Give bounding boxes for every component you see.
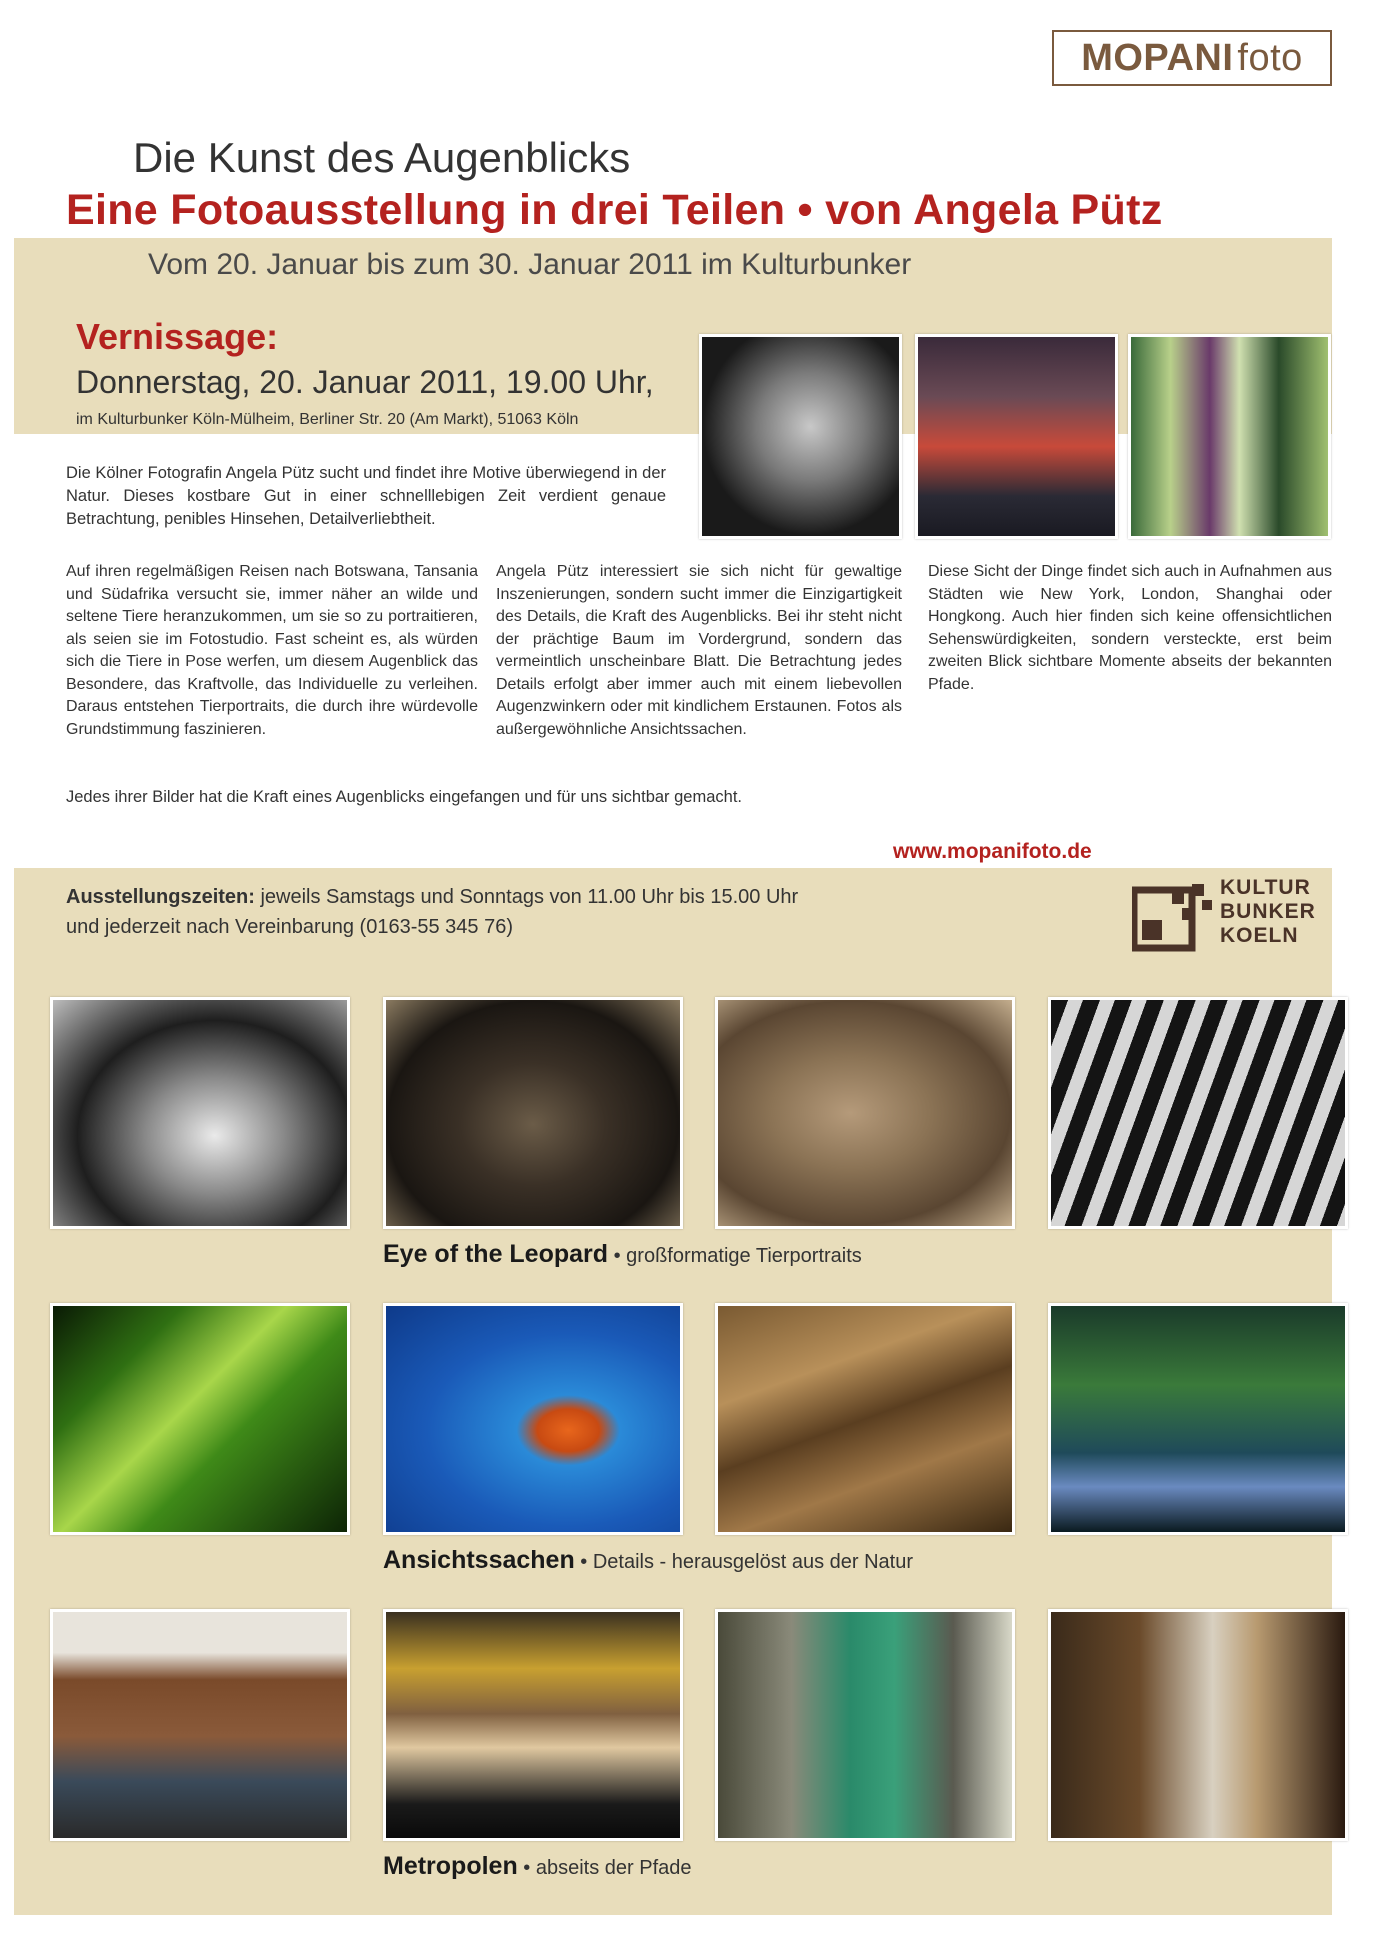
rock-texture-photo bbox=[715, 1303, 1015, 1535]
kulturbunker-wordmark bbox=[1220, 876, 1316, 948]
opening-hours-label: Ausstellungszeiten: bbox=[66, 886, 255, 908]
opening-hours bbox=[66, 882, 798, 942]
series-caption-1 bbox=[383, 1240, 862, 1269]
intro-text: Die Kölner Fotografin Angela Pütz sucht und findet ihre Motive überwiegend in der Natur. Dieses kostbare Gut in einer schnelllebigen Zeit verdient genaue Betrachtung, penibles Hinsehen, Detailverliebtheit. bbox=[66, 464, 666, 528]
kulturbunker-line1: KULTUR bbox=[1220, 876, 1311, 899]
series-caption-3 bbox=[383, 1852, 692, 1881]
subtitle: Die Kunst des Augenblicks bbox=[133, 134, 631, 181]
grass-photo bbox=[1048, 1303, 1348, 1535]
elephant-photo bbox=[715, 997, 1015, 1229]
text-column-2: Angela Pütz interessiert sie sich nicht für gewaltige Inszenierungen, sondern sucht immer die Einzigartigkeit des Details, die Kraft des Augenblicks. Bei ihr steht nicht der prächtige Baum im Vordergrund, sondern das vermeintlich unscheinbare Blatt. Die Betrachtung jedes Details erfolgt aber immer auch mit einem liebevollen Augenzwinkern oder mit kindlichem Erstaunen. Fotos als außergewöhnliche Ansichtssachen. bbox=[496, 563, 902, 738]
website-link[interactable]: www.mopanifoto.de bbox=[893, 840, 1092, 863]
logo-bold: MOPANI bbox=[1081, 36, 1234, 79]
leaf-water-fish-photo bbox=[383, 1303, 683, 1535]
text-column-3: Diese Sicht der Dinge findet sich auch in Aufnahmen aus Städten wie New York, London, Shanghai oder Hongkong. Auch hier finden sich keine offensichtlichen Sehenswürdigkeiten, sondern versteckte, erst beim zweiten Blick sichtbare Momente abseits der bekannten Pfade. bbox=[928, 563, 1332, 693]
headline: Eine Fotoausstellung in drei Teilen • von Angela Pütz bbox=[66, 186, 1163, 234]
series-title: Ansichtssachen bbox=[383, 1546, 575, 1574]
series-title: Eye of the Leopard bbox=[383, 1240, 609, 1268]
green-shutters-photo bbox=[715, 1609, 1015, 1841]
tram-woman-photo bbox=[383, 1609, 683, 1841]
kulturbunker-line2: BUNKER bbox=[1220, 900, 1316, 923]
series-subtitle: • abseits der Pfade bbox=[517, 1857, 692, 1879]
abstract-forest-photo bbox=[1128, 334, 1331, 539]
leopard-bw-photo bbox=[699, 334, 902, 539]
vernissage-date: Donnerstag, 20. Januar 2011, 19.00 Uhr, bbox=[76, 364, 654, 400]
vernissage-label: Vernissage: bbox=[76, 316, 279, 357]
series-subtitle: • Details - herausgelöst aus der Natur bbox=[574, 1551, 914, 1573]
london-street-photo bbox=[50, 1609, 350, 1841]
series-subtitle: • großformatige Tierportraits bbox=[608, 1245, 862, 1267]
logo-light: foto bbox=[1237, 36, 1303, 79]
women-doorway-photo bbox=[1048, 1609, 1348, 1841]
opening-hours-line2: und jederzeit nach Vereinbarung (0163-55 345 76) bbox=[66, 916, 513, 938]
exhibition-dates: Vom 20. Januar bis zum 30. Januar 2011 im Kulturbunker bbox=[148, 248, 912, 281]
text-column-1: Auf ihren regelmäßigen Reisen nach Botswana, Tansania und Südafrika versucht sie, immer näher an wilde und seltene Tiere heranzukommen, um sie so zu portraitieren, als seien sie im Fotostudio. Fast scheint es, als würden sich die Tiere in Pose werfen, um diesem Augenblick das Besondere, das Kraftvolle, das Individuelle zu verleihen. Daraus entstehen Tierportraits, die durch ihre würdevolle Grundstimmung faszinieren. bbox=[66, 563, 478, 738]
leopard-resting-photo bbox=[50, 997, 350, 1229]
mopanifoto-logo bbox=[1052, 30, 1332, 86]
series-title: Metropolen bbox=[383, 1852, 518, 1880]
palm-leaf-photo bbox=[50, 1303, 350, 1535]
closing-text: Jedes ihrer Bilder hat die Kraft eines Augenblicks eingefangen und für uns sichtbar gemacht. bbox=[66, 788, 742, 806]
zebra-photo bbox=[1048, 997, 1348, 1229]
opening-hours-line1: jeweils Samstags und Sonntags von 11.00 Uhr bis 15.00 Uhr bbox=[254, 886, 799, 908]
kulturbunker-line3: KOELN bbox=[1220, 924, 1299, 947]
buffalo-bird-photo bbox=[383, 997, 683, 1229]
vernissage-place: im Kulturbunker Köln-Mülheim, Berliner Str. 20 (Am Markt), 51063 Köln bbox=[76, 411, 579, 428]
street-man-photo bbox=[915, 334, 1118, 539]
series-caption-2 bbox=[383, 1546, 913, 1575]
